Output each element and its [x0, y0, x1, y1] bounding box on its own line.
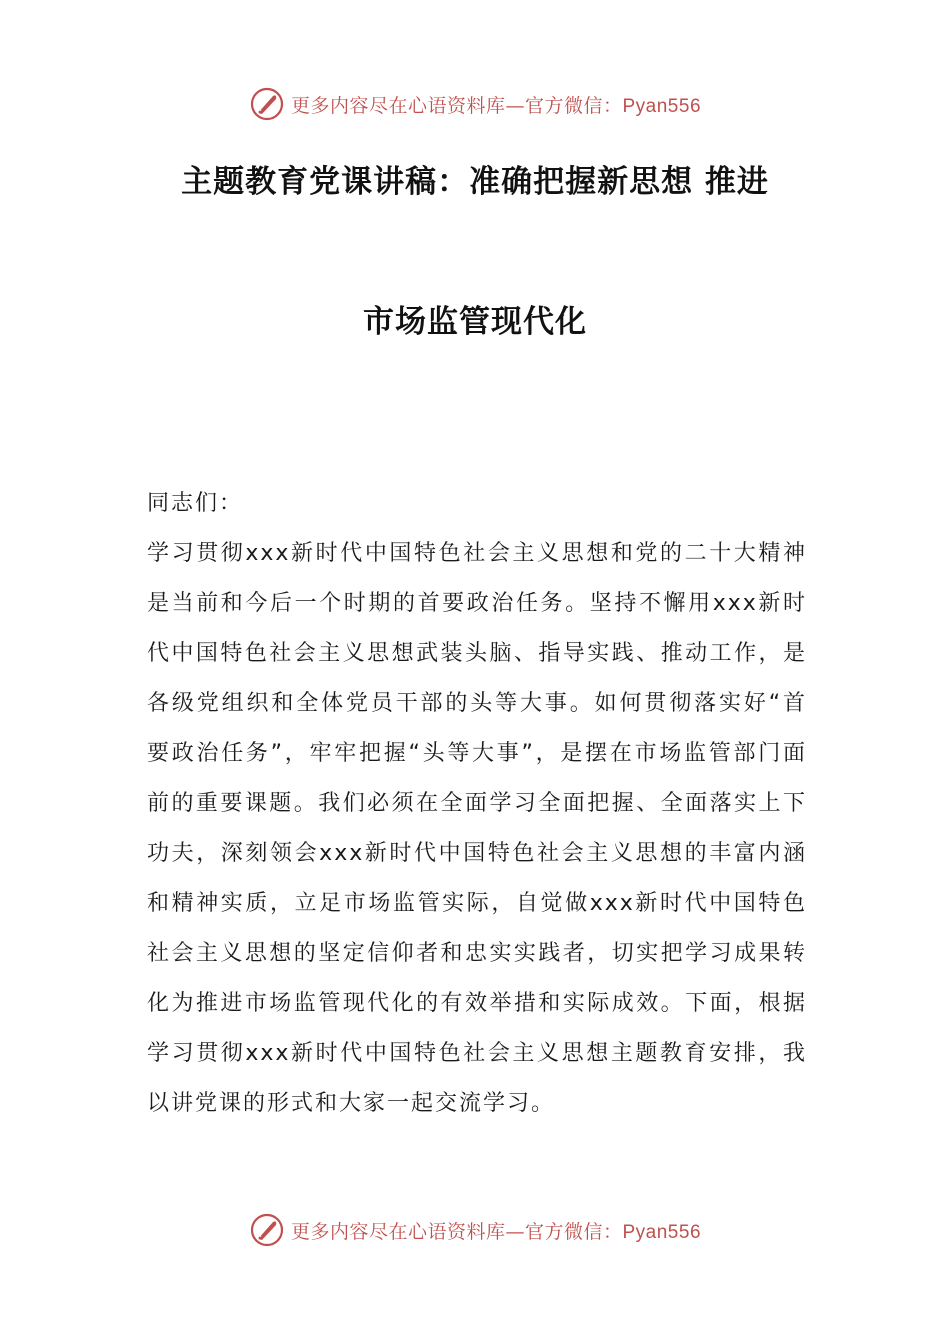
footer-ad-wechat-id: Pyan556 [622, 1221, 702, 1243]
header-ad-wechat-label: 官方微信： [524, 94, 623, 117]
salutation: 同志们： [147, 491, 244, 516]
header-ad-slogan: 更多内容尽在心语资料库 [290, 94, 506, 117]
quill-pen-logo-icon [249, 86, 285, 122]
header-ad-wechat-id: Pyan556 [622, 95, 702, 117]
footer-ad-slogan: 更多内容尽在心语资料库 [290, 1220, 506, 1243]
paragraph-1: 学习贯彻xxx新时代中国特色社会主义思想和党的二十大精神是当前和今后一个时期的首要政治任务。坚持不懈用xxx新时代中国特色社会主义思想武装头脑、指导实践、推动工作，是各级党组织和全体党员干部的头等大事。如何贯彻落实好“首要政治任务”，牢牢把握“头等大事”，是摆在市场监管部门面前的重要课题。我们必须在全面学习全面把握、全面落实上下功夫，深刻领会xxx新时代中国特色社会主义思想的丰富内涵和精神实质，立足市场监管实际，自觉做xxx新时代中国特色社会主义思想的坚定信仰者和忠实实践者，切实把学习成果转化为推进市场监管现代化的有效举措和实际成效。下面，根据学习贯彻xxx新时代中国特色社会主义思想主题教育安排，我以讲党课的形式和大家一起交流学习。 [147, 541, 807, 1116]
document-title-line-2: 市场监管现代化 [363, 304, 587, 340]
footer-banner [0, 1210, 950, 1250]
header-ad-dash: — [505, 94, 525, 117]
quill-pen-logo-icon [249, 1212, 285, 1248]
document-body [147, 479, 807, 1129]
footer-ad-dash: — [505, 1220, 525, 1243]
header-banner-text [291, 91, 701, 118]
document-title-line-1: 主题教育党课讲稿：准确把握新思想 推进 [181, 164, 769, 200]
footer-ad-wechat-label: 官方微信： [524, 1220, 623, 1243]
footer-banner-text [291, 1217, 701, 1244]
header-banner [0, 84, 950, 124]
